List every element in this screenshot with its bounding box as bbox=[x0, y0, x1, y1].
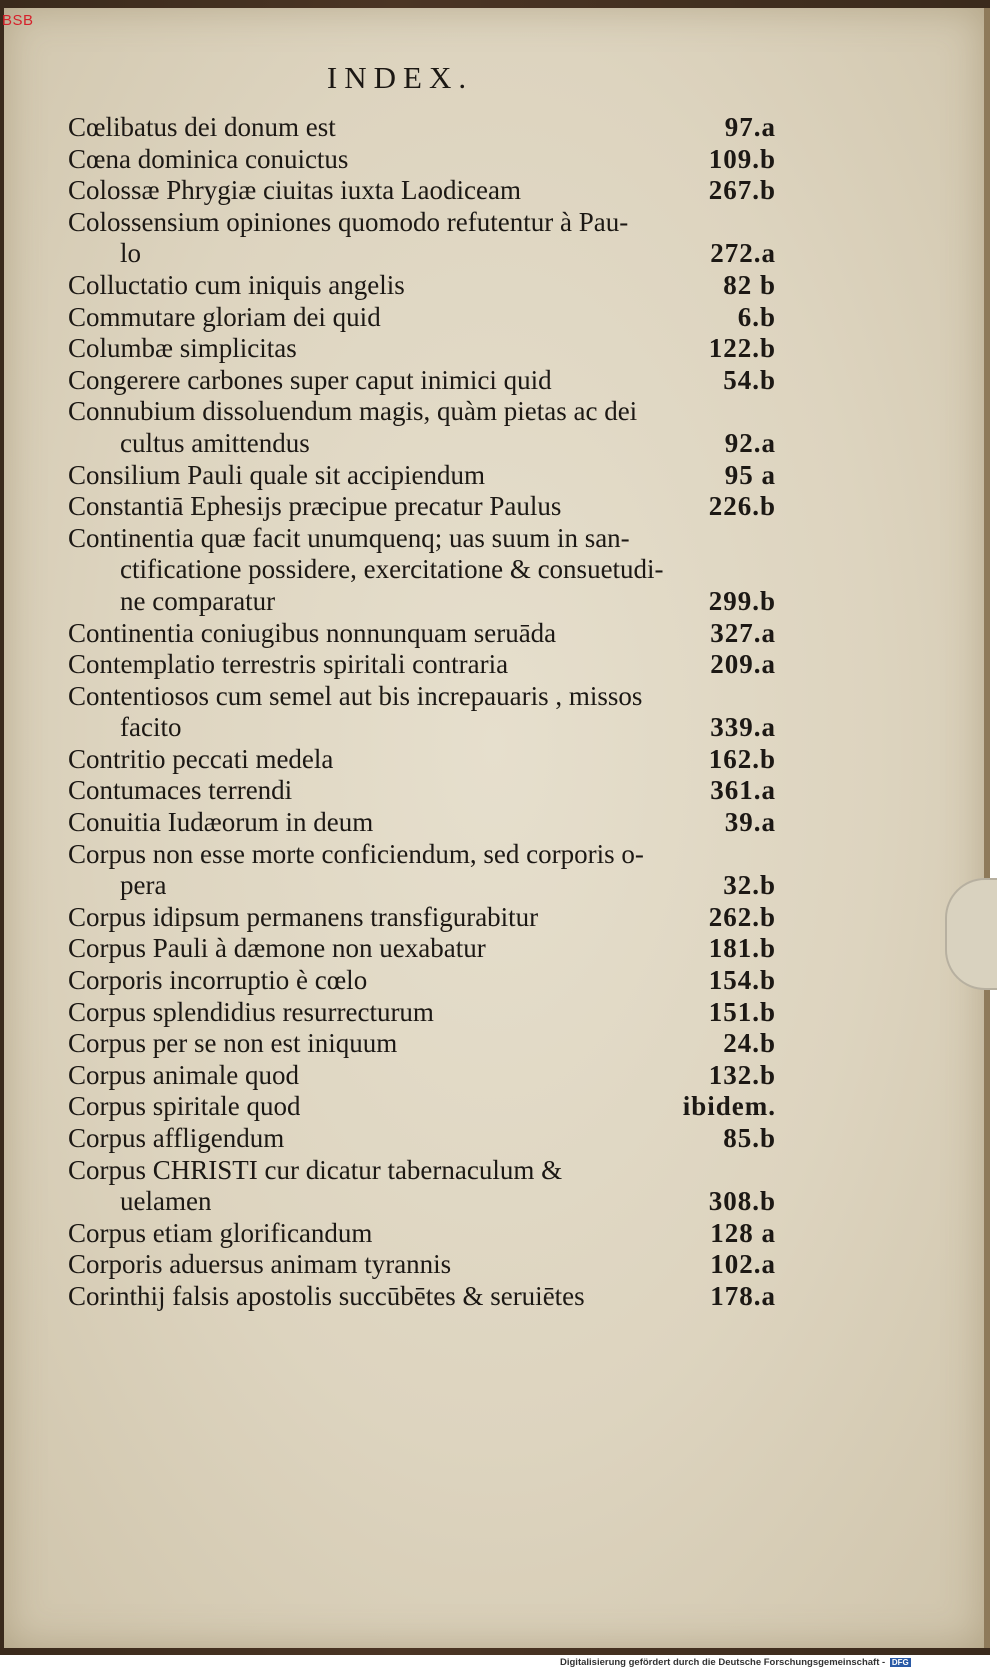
index-entry-line bbox=[68, 807, 776, 839]
index-entry bbox=[68, 997, 776, 1029]
index-entry-text: ne comparatur bbox=[120, 585, 276, 616]
index-entry-text: Contentiosos cum semel aut bis increpauaris , missos bbox=[68, 680, 643, 711]
index-entry bbox=[68, 1060, 776, 1092]
index-entry-line bbox=[68, 396, 776, 428]
index-entry-page-ref: 154.b bbox=[708, 965, 776, 996]
index-entry-text: Congerere carbones super caput inimici quid bbox=[68, 364, 552, 395]
index-entry-text: Connubium dissoluendum magis, quàm pietas ac dei bbox=[68, 396, 638, 427]
index-entry-line bbox=[68, 1218, 776, 1250]
index-entry-page-ref: 267.b bbox=[708, 175, 776, 206]
index-entry-text: Corpus affligendum bbox=[68, 1123, 285, 1153]
page-tab-marker bbox=[945, 878, 997, 990]
index-entry-text: Corinthij falsis apostolis succūbētes & seruiētes bbox=[68, 1280, 585, 1311]
index-entry-page-ref: 339.a bbox=[710, 712, 776, 743]
index-entry-continuation-line bbox=[68, 586, 776, 618]
index-entry bbox=[68, 902, 776, 934]
index-entry bbox=[68, 744, 776, 776]
index-entry bbox=[68, 302, 776, 334]
index-entry-line bbox=[68, 207, 776, 239]
index-entry-line bbox=[68, 965, 776, 997]
index-entry-text: Colossensium opiniones quomodo refutentur à Pau- bbox=[68, 206, 629, 237]
index-entry-text: ctificatione possidere, exercitatione & consuetudi- bbox=[120, 554, 664, 585]
index-entry-line bbox=[68, 365, 776, 397]
index-entry-text: Corpus animale quod bbox=[68, 1059, 299, 1090]
index-entry bbox=[68, 807, 776, 839]
index-entry bbox=[68, 933, 776, 965]
index-entry-page-ref: 95 a bbox=[724, 459, 776, 490]
index-entry-text: Corporis aduersus animam tyrannis bbox=[68, 1249, 452, 1280]
index-entry-page-ref: 308.b bbox=[708, 1186, 776, 1217]
index-entry-page-ref: 209.a bbox=[710, 649, 776, 680]
index-entry-page-ref: 24.b bbox=[723, 1028, 776, 1059]
index-entry-text: Contemplatio terrestris spiritali contraria bbox=[68, 649, 509, 680]
index-entry bbox=[68, 649, 776, 681]
index-entry bbox=[68, 333, 776, 365]
index-entry-line bbox=[68, 681, 776, 713]
index-entry-page-ref: 32.b bbox=[723, 870, 776, 901]
index-entry-text: Consilium Pauli quale sit accipiendum bbox=[68, 459, 485, 490]
index-entry-line bbox=[68, 933, 776, 965]
digitization-credit bbox=[560, 1657, 911, 1668]
index-entry bbox=[68, 270, 776, 302]
index-entry-page-ref: 97.a bbox=[724, 112, 776, 142]
index-entry-line bbox=[68, 333, 776, 365]
index-entry-line bbox=[68, 839, 776, 871]
index-entry-text: Constantiā Ephesijs præcipue precatur Paulus bbox=[68, 491, 562, 522]
index-entry bbox=[68, 523, 776, 618]
index-entry bbox=[68, 144, 776, 176]
index-entry-page-ref: 361.a bbox=[710, 775, 776, 806]
index-entry bbox=[68, 365, 776, 397]
index-entry-continuation-line bbox=[68, 870, 776, 902]
index-entry-page-ref: 82 b bbox=[723, 269, 776, 300]
index-entry-page-ref: 327.a bbox=[710, 617, 776, 648]
index-entry-text: Colluctatio cum iniquis angelis bbox=[68, 269, 405, 300]
index-entry-page-ref: 132.b bbox=[708, 1059, 776, 1090]
index-entry-text: Contumaces terrendi bbox=[68, 775, 293, 806]
index-entry-line bbox=[68, 302, 776, 334]
index-entry-page-ref: 6.b bbox=[737, 301, 776, 332]
index-entry bbox=[68, 1249, 776, 1281]
index-entry-continuation-line bbox=[68, 428, 776, 460]
index-entry-page-ref: 54.b bbox=[723, 364, 776, 395]
index-entry bbox=[68, 396, 776, 459]
index-entry-line bbox=[68, 523, 776, 555]
index-entry-page-ref: 162.b bbox=[708, 743, 776, 774]
index-entry-line bbox=[68, 997, 776, 1029]
index-entry-text: Cœna dominica conuictus bbox=[68, 143, 349, 174]
index-entry-page-ref: 262.b bbox=[708, 901, 776, 932]
index-entry-text: Corpus spiritale quod bbox=[68, 1091, 301, 1122]
index-entry-page-ref: 85.b bbox=[723, 1123, 776, 1153]
index-entry-text: Corpus per se non est iniquum bbox=[68, 1028, 398, 1059]
index-entry-line bbox=[68, 649, 776, 681]
index-entry-continuation-line bbox=[68, 712, 776, 744]
index-entry-line bbox=[68, 1281, 776, 1313]
index-entry-line bbox=[68, 902, 776, 934]
index-entry-text: pera bbox=[120, 870, 167, 901]
index-entry-text: cultus amittendus bbox=[120, 427, 310, 458]
index-entry-text: Continentia coniugibus nonnunquam seruāda bbox=[68, 617, 557, 648]
index-entry-line bbox=[68, 460, 776, 492]
index-entry-page-ref: 151.b bbox=[708, 996, 776, 1027]
index-entry-text: Colossæ Phrygiæ ciuitas iuxta Laodiceam bbox=[68, 175, 521, 206]
index-entry-line bbox=[68, 1155, 776, 1187]
index-entry-text: Columbæ simplicitas bbox=[68, 333, 297, 364]
index-entry bbox=[68, 1028, 776, 1060]
index-entry bbox=[68, 175, 776, 207]
index-entry-page-ref: 39.a bbox=[724, 807, 776, 838]
index-entry-page-ref: 92.a bbox=[724, 427, 776, 458]
index-entry-line bbox=[68, 270, 776, 302]
index-entry-page-ref: 128 a bbox=[710, 1217, 776, 1248]
index-entry-page-ref: 181.b bbox=[708, 933, 776, 964]
index-entry bbox=[68, 965, 776, 997]
index-entry-continuation-line bbox=[68, 1186, 776, 1218]
index-entry bbox=[68, 618, 776, 650]
index-entry-line bbox=[68, 775, 776, 807]
index-entry-text: Contritio peccati medela bbox=[68, 743, 334, 774]
index-entry bbox=[68, 491, 776, 523]
index-entry-continuation-line bbox=[68, 554, 776, 586]
dfg-logo-badge: DFG bbox=[891, 1658, 909, 1667]
index-entry-text: facito bbox=[120, 712, 182, 743]
page-title: INDEX. bbox=[326, 60, 474, 95]
index-entry-page-ref: 226.b bbox=[708, 491, 776, 522]
index-entry bbox=[68, 839, 776, 902]
index-entry-page-ref: 272.a bbox=[710, 238, 776, 269]
index-entry bbox=[68, 1091, 776, 1123]
index-entry-text: Commutare gloriam dei quid bbox=[68, 301, 381, 332]
index-entry-text: Corpus splendidius resurrecturum bbox=[68, 996, 434, 1027]
index-entry-page-ref: 122.b bbox=[708, 333, 776, 364]
index-entry-line bbox=[68, 144, 776, 176]
index-entry-text: Corporis incorruptio è cœlo bbox=[68, 965, 368, 996]
index-entry-page-ref: 299.b bbox=[708, 585, 776, 616]
index-entry-line bbox=[68, 744, 776, 776]
index-entry-line bbox=[68, 1060, 776, 1092]
index-entry-text: Corpus non esse morte conficiendum, sed corporis o- bbox=[68, 838, 644, 869]
index-entry-line bbox=[68, 491, 776, 523]
index-entry-line bbox=[68, 1028, 776, 1060]
index-entry bbox=[68, 460, 776, 492]
index-entry-page-ref: 178.a bbox=[710, 1280, 776, 1311]
index-entry-continuation-line bbox=[68, 238, 776, 270]
index-entry-page-ref: 109.b bbox=[708, 143, 776, 174]
index-entry-text: Continentia quæ facit unumquenq; uas suum in san- bbox=[68, 522, 630, 553]
index-entry-line bbox=[68, 618, 776, 650]
credit-text: Digitalisierung gefördert durch die Deutsche Forschungsgemeinschaft - bbox=[560, 1657, 886, 1668]
index-entry bbox=[68, 1123, 776, 1155]
index-entry-text: Conuitia Iudæorum in deum bbox=[68, 807, 374, 838]
index-entry bbox=[68, 1281, 776, 1313]
index-entry-text: Corpus idipsum permanens transfigurabitur bbox=[68, 901, 539, 932]
index-entry-line bbox=[68, 175, 776, 207]
index-entry-line bbox=[68, 112, 776, 144]
index-entry-text: lo bbox=[120, 238, 142, 269]
index-entry-line bbox=[68, 1123, 776, 1155]
index-entry-page-ref: ibidem. bbox=[682, 1091, 776, 1122]
index-entry bbox=[68, 112, 776, 144]
index-entry-text: Corpus CHRISTI cur dicatur tabernaculum & bbox=[68, 1154, 563, 1185]
index-entry-page-ref: 102.a bbox=[710, 1249, 776, 1280]
index-entry-text: Cœlibatus dei donum est bbox=[68, 112, 336, 142]
index-entry-text: Corpus Pauli à dæmone non uexabatur bbox=[68, 933, 486, 964]
index-entry-line bbox=[68, 1091, 776, 1123]
index-entry-line bbox=[68, 1249, 776, 1281]
index-entry bbox=[68, 775, 776, 807]
index-entry-text: Corpus etiam glorificandum bbox=[68, 1217, 373, 1248]
index-entry-text: uelamen bbox=[120, 1186, 212, 1217]
index-entry-list bbox=[68, 112, 776, 1313]
index-entry bbox=[68, 1155, 776, 1218]
index-entry bbox=[68, 207, 776, 270]
index-entry bbox=[68, 1218, 776, 1250]
index-entry bbox=[68, 681, 776, 744]
bsb-library-logo: BSB bbox=[2, 12, 34, 29]
